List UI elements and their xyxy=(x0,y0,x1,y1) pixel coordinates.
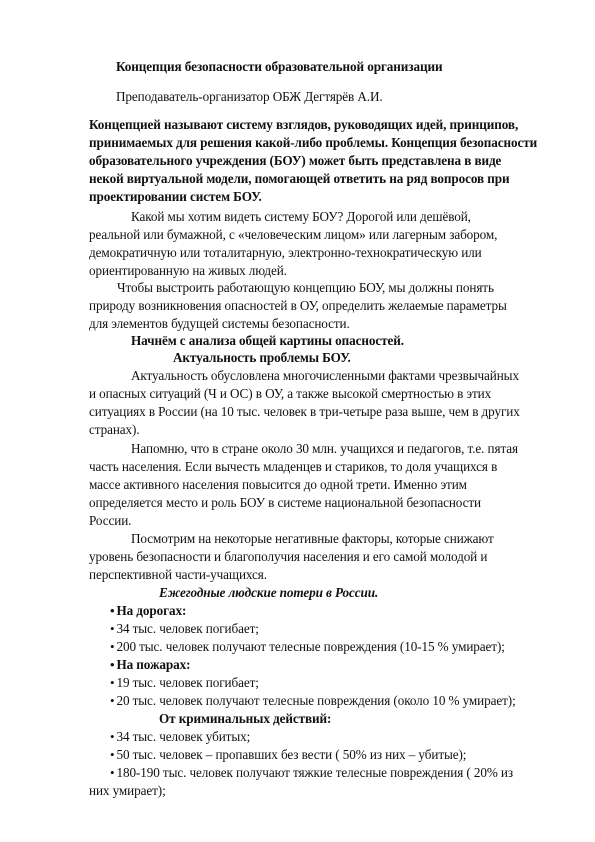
reminder-line: массе активного населения повысится до одной трети. Именно этим xyxy=(89,477,467,492)
intro-line: образовательного учреждения (БОУ) может быть представлена в виде xyxy=(89,153,502,168)
list-item-text: 19 тыс. человек погибает; xyxy=(116,675,259,690)
question-line: реальной или бумажной, с «человеческим лицом» или лагерным забором, xyxy=(89,227,498,242)
bullet-icon: • xyxy=(110,621,115,636)
list-item-fires xyxy=(110,656,190,673)
relevance-heading: Актуальность проблемы БОУ. xyxy=(173,350,351,365)
list-item xyxy=(110,764,513,781)
bullet-icon: • xyxy=(110,675,115,690)
document-title: Концепция безопасности образовательной организации xyxy=(116,59,443,74)
list-item-text: 20 тыс. человек получают телесные повреждения (около 10 % умирает); xyxy=(116,693,516,708)
reminder-line: России. xyxy=(89,513,132,528)
bullet-icon: • xyxy=(110,603,115,618)
list-item xyxy=(110,638,505,655)
bullet-icon: • xyxy=(110,747,115,762)
question-line: ориентированную на живых людей. xyxy=(89,263,287,278)
question-line: демократичную или тоталитарную, электронно-технократическую или xyxy=(89,245,482,260)
factors-line: Посмотрим на некоторые негативные факторы, которые снижают xyxy=(131,531,494,546)
list-item-text: 50 тыс. человек – пропавших без вести ( 50% из них – убитые); xyxy=(116,747,467,762)
list-item-roads xyxy=(110,602,186,619)
list-item xyxy=(110,674,259,691)
question-line: Какой мы хотим видеть систему БОУ? Дорогой или дешёвой, xyxy=(131,209,471,224)
intro-line: Концепцией называют систему взглядов, руководящих идей, принципов, xyxy=(89,117,519,132)
list-item-text: 34 тыс. человек погибает; xyxy=(116,621,259,636)
bullet-icon: • xyxy=(110,729,115,744)
build-line: для элементов будущей системы безопасности. xyxy=(89,316,350,331)
bullet-icon: • xyxy=(110,657,115,672)
analysis-start: Начнём с анализа общей картины опасностей. xyxy=(131,333,404,348)
list-item xyxy=(110,746,466,763)
intro-line: принимаемых для решения какой-либо проблемы. Концепция безопасности xyxy=(89,135,538,150)
roads-label: На дорогах: xyxy=(116,603,187,618)
losses-heading: Ежегодные людские потери в России. xyxy=(159,585,379,600)
list-item xyxy=(110,728,250,745)
relevance-line: ситуациях в России (на 10 тыс. человек в три-четыре раза выше, чем в других xyxy=(89,404,520,419)
reminder-line: Напомню, что в стране около 30 млн. учащихся и педагогов, т.е. пятая xyxy=(131,441,519,456)
fires-label: На пожарах: xyxy=(116,657,191,672)
relevance-line: Актуальность обусловлена многочисленными фактами чрезвычайных xyxy=(131,368,519,383)
bullet-icon: • xyxy=(110,693,115,708)
document-author: Преподаватель-организатор ОБЖ Дегтярёв А.И. xyxy=(116,89,383,104)
list-item-text: 180-190 тыс. человек получают тяжкие телесные повреждения ( 20% из xyxy=(116,765,513,780)
build-line: природу возникновения опасностей в ОУ, определить желаемые параметры xyxy=(89,298,507,313)
intro-line: некой виртуальной модели, помогающей ответить на ряд вопросов при xyxy=(89,171,510,186)
list-item-text: 200 тыс. человек получают телесные повреждения (10-15 % умирает); xyxy=(116,639,505,654)
list-item-continuation: них умирает); xyxy=(89,783,166,798)
crime-heading: От криминальных действий: xyxy=(159,711,332,726)
list-item xyxy=(110,692,516,709)
factors-line: уровень безопасности и благополучия населения и его самой молодой и xyxy=(89,549,488,564)
reminder-line: определяется место и роль БОУ в системе национальной безопасности xyxy=(89,495,481,510)
build-line: Чтобы выстроить работающую концепцию БОУ, мы должны понять xyxy=(117,280,494,295)
bullet-icon: • xyxy=(110,639,115,654)
intro-line: проектировании систем БОУ. xyxy=(89,189,262,204)
relevance-line: и опасных ситуаций (Ч и ОС) в ОУ, а также высокой смертностью в этих xyxy=(89,386,492,401)
factors-line: перспективной части-учащихся. xyxy=(89,567,267,582)
reminder-line: часть населения. Если вычесть младенцев и стариков, то доля учащихся в xyxy=(89,459,498,474)
list-item-text: 34 тыс. человек убитых; xyxy=(116,729,251,744)
bullet-icon: • xyxy=(110,765,115,780)
list-item xyxy=(110,620,259,637)
relevance-line: странах). xyxy=(89,422,140,437)
